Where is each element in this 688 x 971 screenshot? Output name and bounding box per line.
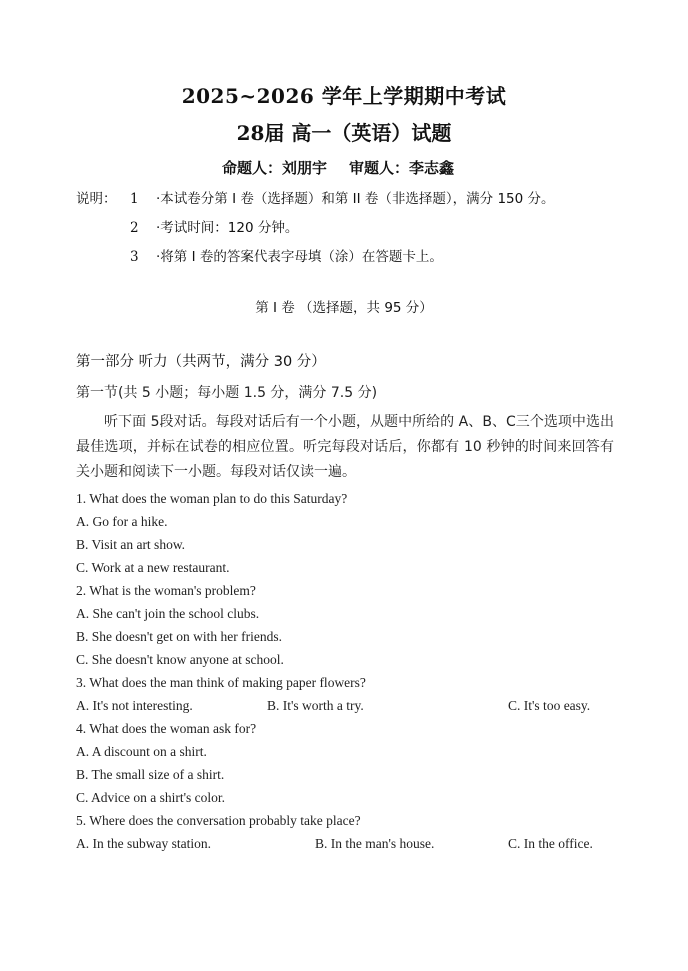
note-text: ·本试卷分第 I 卷（选择题）和第 II 卷（非选择题），满分 150 分。 (156, 191, 555, 207)
note-number: 3 (130, 249, 139, 265)
subpart-title: 第一节(共 5 小题；每小题 1.5 分，满分 7.5 分) (76, 385, 378, 401)
answer-option: C. It's too easy. (508, 698, 591, 713)
author-label: 命题人：刘朋宇 (222, 159, 328, 177)
answer-option: C. Advice on a shirt's color. (76, 790, 226, 805)
part-title: 第一部分 听力（共两节，满分 30 分） (76, 354, 326, 370)
answer-option: B. She doesn't get on with her friends. (76, 629, 283, 644)
answer-option: B. In the man's house. (315, 836, 435, 851)
note-text: ·考试时间：120 分钟。 (156, 220, 299, 236)
question-stem: 4. What does the woman ask for? (76, 721, 257, 736)
inline-options-row (76, 694, 616, 717)
section-title: 第 I 卷 （选择题，共 95 分） (255, 300, 433, 316)
note-text: ·将第 I 卷的答案代表字母填（涂）在答题卡上。 (156, 249, 443, 265)
answer-option: B. The small size of a shirt. (76, 767, 225, 782)
answer-option: C. She doesn't know anyone at school. (76, 652, 284, 667)
inline-options-row (76, 832, 616, 855)
answer-option: B. Visit an art show. (76, 537, 186, 552)
answer-option: B. It's worth a try. (267, 698, 364, 713)
note-number: 2 (130, 220, 139, 236)
answer-option: C. Work at a new restaurant. (76, 560, 230, 575)
exam-title: 2025~2026 学年上学期期中考试 (181, 84, 507, 108)
question-stem: 3. What does the man think of making paper flowers? (76, 675, 366, 690)
answer-option: A. Go for a hike. (76, 514, 168, 529)
answer-option: A. In the subway station. (76, 836, 211, 851)
note-item-2 (76, 217, 555, 246)
note-item-3 (76, 246, 555, 275)
reviewer-label: 审题人：李志鑫 (349, 159, 455, 177)
answer-option: A. It's not interesting. (76, 698, 193, 713)
question-stem: 2. What is the woman's problem? (76, 583, 256, 598)
answer-option: C. In the office. (508, 836, 593, 851)
question-list (76, 487, 616, 855)
answer-option: A. A discount on a shirt. (76, 744, 207, 759)
note-number: 1 (130, 191, 139, 207)
question-stem: 5. Where does the conversation probably take place? (76, 813, 361, 828)
listening-instructions: 听下面 5段对话。每段对话后有一个小题，从题中所给的 A、B、C三个选项中选出最佳选项，并标在试卷的相应位置。听完每段对话后，你都有 10 秒钟的时间来回答有关小题和阅读下一小题。每段对话仅读一遍。 (76, 414, 614, 480)
exam-subtitle: 28届 高一（英语）试题 (236, 121, 452, 145)
note-item-1 (76, 188, 555, 217)
notes-lead: 说明： (76, 191, 117, 207)
instructions-notes (76, 188, 555, 275)
question-stem: 1. What does the woman plan to do this Saturday? (76, 491, 348, 506)
answer-option: A. She can't join the school clubs. (76, 606, 260, 621)
author-line (222, 157, 454, 178)
